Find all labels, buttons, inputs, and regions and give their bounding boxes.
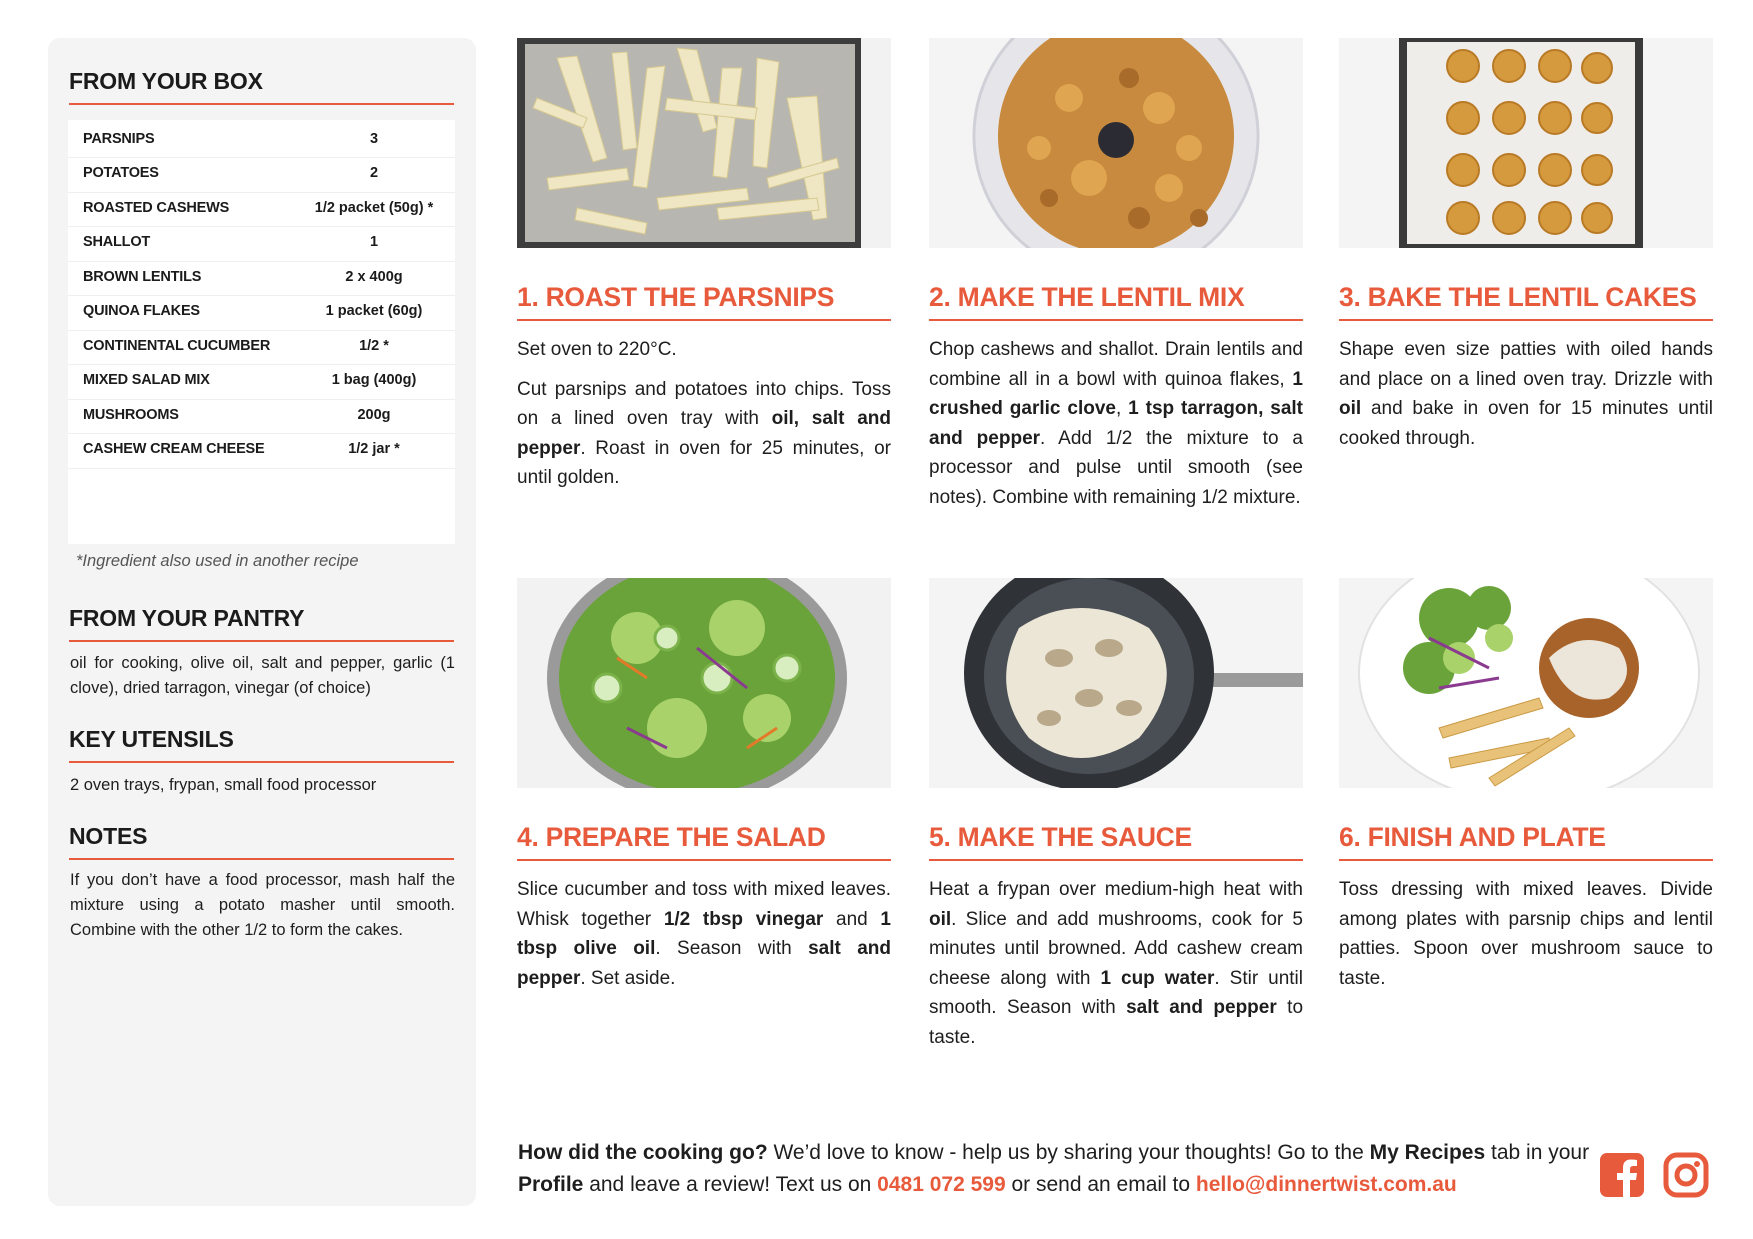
bold-ingredient: 1 crushed garlic clove	[929, 368, 1303, 419]
pantry-text: oil for cooking, olive oil, salt and pepper, garlic (1 clove), dried tarragon, vinegar (of choice)	[70, 654, 455, 697]
step-text: Set oven to 220°C.	[517, 339, 677, 360]
box-title: FROM YOUR BOX	[69, 68, 454, 105]
step-4-photo	[517, 578, 891, 788]
ingredient-qty: 1 packet (60g)	[325, 303, 423, 319]
ingredient-qty: 1/2 jar *	[348, 441, 400, 457]
ingredient-qty: 2	[369, 165, 379, 181]
bold-ingredient: oil	[929, 908, 952, 930]
step-text: to taste.	[929, 997, 1304, 1048]
step-3-body	[1339, 335, 1713, 463]
pantry-title: FROM YOUR PANTRY	[69, 605, 454, 642]
step-paragraph	[929, 335, 1303, 512]
ingredient-row	[68, 431, 455, 469]
step-text: and	[823, 908, 881, 930]
step-text: Toss dressing with mixed leaves. Divide among plates with parsnip chips and lentil patties. Spoon over mushroom sauce to taste.	[1339, 879, 1713, 989]
ingredient-qty: 2 x 400g	[345, 268, 403, 285]
ingredient-name: PARSNIPS	[83, 130, 155, 147]
bold-ingredient: salt and pepper	[517, 938, 891, 989]
ingredient-row	[68, 155, 455, 193]
step-text: and bake in oven for 15 minutes until cooked through.	[1339, 398, 1713, 449]
ingredient-name: POTATOES	[83, 165, 159, 181]
step-text: Chop cashews and shallot. Drain lentils and combine all in a bowl with quinoa flakes,	[929, 339, 1303, 390]
bold-ingredient: 1 cup water	[1100, 967, 1215, 989]
ingredients-panel	[48, 38, 476, 1206]
footer-text: How did the cooking go?	[518, 1141, 768, 1164]
step-paragraph	[1339, 335, 1713, 453]
contact-link[interactable]: 0481 072 599	[877, 1172, 1006, 1196]
step-text: Heat a frypan over medium-high heat with	[929, 879, 1303, 900]
bold-ingredient: 1 tsp tarragon, salt and pepper	[929, 398, 1304, 449]
footer-text: or send an email to	[1005, 1172, 1196, 1196]
step-text: Shape even size patties with oiled hands and place on a lined oven tray. Drizzle with	[1339, 339, 1713, 390]
notes-title: NOTES	[69, 823, 454, 860]
notes-text: If you don’t have a food processor, mash half the mixture using a potato masher until smooth. Combine with the other 1/2 to form the cakes.	[70, 871, 455, 939]
step-text: ,	[1115, 398, 1129, 419]
step-3-photo	[1339, 38, 1713, 248]
step-paragraph	[517, 335, 891, 365]
step-1-photo	[517, 38, 891, 248]
bold-ingredient: oil	[1339, 398, 1362, 419]
utensils-title: KEY UTENSILS	[69, 726, 454, 763]
ingredient-name: SHALLOT	[83, 234, 151, 250]
utensils-text: 2 oven trays, frypan, small food processor	[70, 776, 377, 794]
ingredient-row	[68, 224, 455, 262]
ingredient-name: ROASTED CASHEWS	[83, 199, 230, 216]
ingredient-qty: 1 bag (400g)	[331, 372, 417, 388]
step-5-body	[929, 875, 1303, 1062]
step-1-title: 1. ROAST THE PARSNIPS	[517, 282, 891, 321]
step-4-title: 4. PREPARE THE SALAD	[517, 822, 891, 861]
ingredient-row	[68, 293, 455, 331]
contact-link[interactable]: hello@dinnertwist.com.au	[1195, 1172, 1457, 1196]
footer-text: tab in your	[1485, 1141, 1590, 1164]
step-text: . Add 1/2 the mixture to a processor and pulse until smooth (see notes). Combine with remaining 1/2 mixture.	[929, 427, 1303, 508]
footer-text: Profile	[518, 1172, 584, 1196]
ingredient-row	[68, 258, 455, 296]
ingredient-name: MUSHROOMS	[83, 406, 179, 423]
step-1-body	[517, 335, 891, 503]
step-paragraph	[517, 875, 891, 993]
ingredient-row	[68, 189, 455, 227]
ingredient-row	[68, 396, 455, 434]
step-2-body	[929, 335, 1303, 522]
bold-ingredient: salt and pepper	[1126, 997, 1277, 1018]
ingredient-name: CONTINENTAL CUCUMBER	[83, 337, 271, 354]
ingredient-qty: 1/2 *	[359, 337, 389, 354]
step-paragraph	[1339, 875, 1713, 993]
step-text: . Slice and add mushrooms, cook for 5 minutes until browned. Add cashew cream cheese along with	[929, 908, 1303, 989]
step-text: . Stir until smooth. Season with	[929, 967, 1303, 1018]
ingredient-name: CASHEW CREAM CHEESE	[83, 441, 265, 457]
ingredient-row	[68, 362, 455, 400]
ingredient-qty: 1	[369, 234, 379, 250]
footer-text: My Recipes	[1369, 1141, 1486, 1164]
step-2-photo	[929, 38, 1303, 248]
facebook-icon[interactable]	[1599, 1152, 1647, 1200]
step-6-body	[1339, 875, 1713, 1003]
step-3-title: 3. BAKE THE LENTIL CAKES	[1339, 282, 1713, 321]
bold-ingredient: 1 tbsp olive oil	[517, 908, 891, 959]
step-text: . Roast in oven for 25 minutes, or until golden.	[517, 437, 891, 488]
ingredient-name: BROWN LENTILS	[83, 268, 202, 285]
step-text: . Set aside.	[580, 967, 676, 989]
step-text: . Season with	[655, 938, 809, 959]
step-paragraph	[929, 875, 1303, 1052]
step-5-title: 5. MAKE THE SAUCE	[929, 822, 1303, 861]
step-6-photo	[1339, 578, 1713, 788]
ingredient-row	[68, 120, 455, 158]
step-text: Cut parsnips and potatoes into chips. Toss on a lined oven tray with	[517, 378, 891, 429]
ingredient-qty: 3	[369, 130, 379, 147]
instagram-icon[interactable]	[1663, 1152, 1711, 1200]
step-6-title: 6. FINISH AND PLATE	[1339, 822, 1713, 861]
ingredient-qty: 1/2 packet (50g) *	[314, 199, 434, 216]
step-text: Slice cucumber and toss with mixed leaves. Whisk together	[517, 879, 891, 930]
step-paragraph	[517, 375, 891, 493]
feedback-message	[518, 1137, 1598, 1200]
step-4-body	[517, 875, 891, 1003]
ingredient-table	[68, 120, 455, 544]
ingredient-name: MIXED SALAD MIX	[83, 372, 210, 388]
footer-text: We’d love to know - help us by sharing your thoughts! Go to the	[767, 1141, 1370, 1164]
ingredient-name: QUINOA FLAKES	[83, 303, 200, 319]
step-5-photo	[929, 578, 1303, 788]
ingredient-qty: 200g	[357, 406, 391, 423]
bold-ingredient: 1/2 tbsp vinegar	[663, 908, 824, 930]
ingredient-row	[68, 327, 455, 365]
footer-text: and leave a review! Text us on	[583, 1172, 878, 1196]
bold-ingredient: oil, salt and pepper	[517, 408, 891, 459]
step-2-title: 2. MAKE THE LENTIL MIX	[929, 282, 1303, 321]
ingredient-footnote: *Ingredient also used in another recipe	[76, 552, 359, 570]
